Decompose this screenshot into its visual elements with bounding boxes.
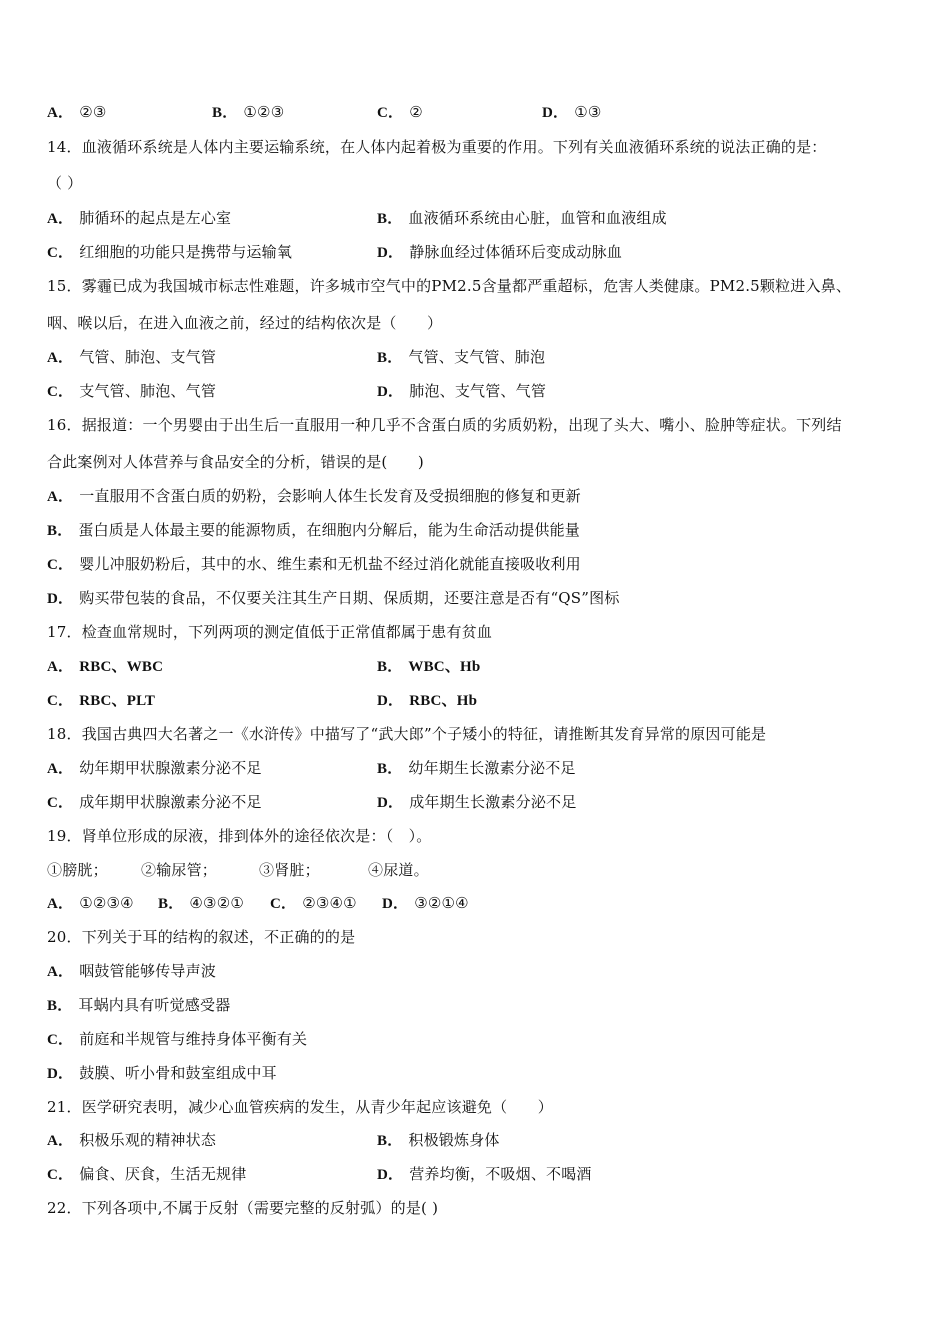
- question-number: 18．: [47, 725, 82, 743]
- q19-option-b: [158, 893, 244, 914]
- q18-option-a: [47, 758, 262, 779]
- q20-option-c: [47, 1029, 307, 1050]
- q19-item-2: ②输尿管；: [141, 861, 218, 879]
- option-label: C．: [47, 384, 74, 400]
- option-text: 红细胞的功能只是携带与运输氧: [79, 243, 293, 261]
- option-text: 偏食、厌食，生活无规律: [79, 1165, 247, 1183]
- option-text: ②③: [79, 103, 107, 121]
- option-label: B．: [377, 1133, 403, 1149]
- option-text: RBC、WBC: [79, 659, 164, 675]
- question-stem: 下列各项中,不属于反射（需要完整的反射弧）的是( ): [81, 1199, 439, 1217]
- q14-option-d: [377, 242, 622, 263]
- q17-option-a: [47, 656, 163, 677]
- option-label: D．: [377, 795, 404, 811]
- option-text: 耳蜗内具有听觉感受器: [78, 996, 231, 1014]
- question-number: 15．: [47, 277, 82, 295]
- q18-option-d: [377, 792, 576, 813]
- option-label: A．: [47, 211, 74, 227]
- option-label: C．: [47, 1032, 74, 1048]
- q17-stem: [47, 622, 492, 642]
- option-label: C．: [47, 557, 74, 573]
- option-label: D．: [377, 384, 404, 400]
- q21-option-b: [377, 1130, 500, 1151]
- option-label: A．: [47, 964, 74, 980]
- q13-option-a: [47, 102, 107, 123]
- q21-option-a: [47, 1130, 216, 1151]
- q21-stem: [47, 1097, 553, 1117]
- option-text: 肺循环的起点是左心室: [79, 209, 232, 227]
- q14-option-c: [47, 242, 292, 263]
- q15-stem-line-1: [47, 276, 851, 296]
- q18-option-c: [47, 792, 262, 813]
- q16-stem-line-2: [47, 452, 424, 472]
- question-number: 21．: [47, 1098, 82, 1116]
- option-label: B．: [212, 105, 238, 121]
- option-text: RBC、Hb: [409, 693, 478, 709]
- option-text: 支气管、肺泡、气管: [79, 382, 217, 400]
- question-stem: 据报道：一个男婴由于出生后一直服用一种几乎不含蛋白质的劣质奶粉，出现了头大、嘴小、脸肿等症状。下列结: [81, 416, 842, 434]
- q13-option-b: [212, 102, 284, 123]
- q19-option-d: [382, 893, 469, 914]
- option-text: 血液循环系统由心脏，血管和血液组成: [408, 209, 667, 227]
- q20-option-b: [47, 995, 230, 1016]
- option-text: 肺泡、支气管、气管: [409, 382, 547, 400]
- option-text: ②: [409, 103, 423, 121]
- option-label: D．: [377, 693, 404, 709]
- q17-option-c: [47, 690, 155, 711]
- option-label: A．: [47, 105, 74, 121]
- q19-item-4: ④尿道。: [368, 861, 429, 879]
- option-label: B．: [377, 761, 403, 777]
- option-label: D．: [47, 591, 74, 607]
- question-stem: 医学研究表明，减少心血管疾病的发生，从青少年起应该避免（ ）: [81, 1098, 553, 1116]
- option-label: D．: [377, 245, 404, 261]
- q19-option-c: [270, 893, 357, 914]
- option-text: 购买带包装的食品，不仅要关注其生产日期、保质期，还要注意是否有“QS”图标: [79, 589, 620, 607]
- option-text: WBC、Hb: [408, 659, 481, 675]
- q21-option-c: [47, 1164, 246, 1185]
- q20-option-d: [47, 1063, 277, 1084]
- question-stem: 下列关于耳的结构的叙述，不正确的的是: [81, 928, 356, 946]
- question-number: 16．: [47, 416, 82, 434]
- question-stem: 咽、喉以后，在进入血液之前，经过的结构依次是（ ）: [47, 314, 443, 332]
- q19-option-a: [47, 893, 134, 914]
- q15-option-c: [47, 381, 216, 402]
- option-text: 一直服用不含蛋白质的奶粉，会影响人体生长发育及受损细胞的修复和更新: [79, 487, 581, 505]
- option-label: A．: [47, 489, 74, 505]
- q16-stem-line-1: [47, 415, 842, 435]
- option-label: A．: [47, 1133, 74, 1149]
- option-text: 前庭和半规管与维持身体平衡有关: [79, 1030, 308, 1048]
- option-label: B．: [377, 211, 403, 227]
- q17-option-d: [377, 690, 477, 711]
- q15-option-b: [377, 347, 545, 368]
- option-text: 静脉血经过体循环后变成动脉血: [409, 243, 623, 261]
- option-label: C．: [47, 795, 74, 811]
- option-text: RBC、PLT: [79, 693, 156, 709]
- option-text: 鼓膜、听小骨和鼓室组成中耳: [79, 1064, 277, 1082]
- q16-option-a: [47, 486, 581, 507]
- question-number: 22．: [47, 1199, 82, 1217]
- q16-option-d: [47, 588, 620, 609]
- q16-option-c: [47, 554, 581, 575]
- q14-stem-line-1: [47, 137, 827, 157]
- q15-stem-line-2: [47, 313, 442, 333]
- option-label: A．: [47, 896, 74, 912]
- q15-option-d: [377, 381, 546, 402]
- option-text: 积极乐观的精神状态: [79, 1131, 217, 1149]
- q22-stem: [47, 1198, 438, 1218]
- option-text: ④③②①: [189, 894, 244, 912]
- q13-option-c: [377, 102, 423, 123]
- question-stem: 检查血常规时，下列两项的测定值低于正常值都属于患有贫血: [81, 623, 493, 641]
- option-label: C．: [377, 105, 404, 121]
- question-number: 14．: [47, 138, 82, 156]
- option-label: B．: [47, 998, 73, 1014]
- q15-option-a: [47, 347, 216, 368]
- option-text: 营养均衡，不吸烟、不喝酒: [409, 1165, 592, 1183]
- q18-stem: [47, 724, 766, 744]
- option-text: ①②③④: [79, 894, 134, 912]
- question-stem: 我国古典四大名著之一《水浒传》中描写了“武大郎”个子矮小的特征，请推断其发育异常的原因可能是: [81, 725, 767, 743]
- option-text: 积极锻炼身体: [408, 1131, 500, 1149]
- option-label: C．: [47, 693, 74, 709]
- option-text: 成年期甲状腺激素分泌不足: [79, 793, 262, 811]
- option-text: 咽鼓管能够传导声波: [79, 962, 217, 980]
- question-stem: 肾单位形成的尿液，排到体外的途径依次是：（ ）。: [81, 827, 432, 845]
- option-label: B．: [377, 659, 403, 675]
- question-stem: 血液循环系统是人体内主要运输系统，在人体内起着极为重要的作用。下列有关血液循环系统的说法正确的是：: [81, 138, 827, 156]
- q19-stem: [47, 826, 432, 846]
- q17-option-b: [377, 656, 480, 677]
- question-stem: 合此案例对人体营养与食品安全的分析，错误的是( ): [47, 453, 424, 471]
- q14-option-b: [377, 208, 667, 229]
- option-label: D．: [377, 1167, 404, 1183]
- option-text: ①③: [574, 103, 602, 121]
- option-label: B．: [377, 350, 403, 366]
- option-text: 蛋白质是人体最主要的能源物质，在细胞内分解后，能为生命活动提供能量: [78, 521, 581, 539]
- q21-option-d: [377, 1164, 592, 1185]
- q19-item-3: ③肾脏；: [259, 861, 320, 879]
- option-text: 气管、支气管、肺泡: [408, 348, 546, 366]
- option-text: 幼年期生长激素分泌不足: [408, 759, 576, 777]
- option-label: D．: [382, 896, 409, 912]
- option-label: B．: [158, 896, 184, 912]
- option-label: B．: [47, 523, 73, 539]
- q14-stem-line-2: [47, 173, 82, 193]
- question-number: 19．: [47, 827, 82, 845]
- answer-bracket: （ ）: [47, 174, 83, 192]
- q14-option-a: [47, 208, 231, 229]
- option-text: 成年期生长激素分泌不足: [409, 793, 577, 811]
- option-label: A．: [47, 350, 74, 366]
- option-label: D．: [542, 105, 569, 121]
- q20-stem: [47, 927, 355, 947]
- option-text: ①②③: [243, 103, 285, 121]
- q16-option-b: [47, 520, 580, 541]
- q13-option-d: [542, 102, 602, 123]
- option-text: ③②①④: [414, 894, 469, 912]
- option-text: ②③④①: [302, 894, 357, 912]
- option-text: 气管、肺泡、支气管: [79, 348, 217, 366]
- option-label: A．: [47, 761, 74, 777]
- option-text: 婴儿冲服奶粉后，其中的水、维生素和无机盐不经过消化就能直接吸收利用: [79, 555, 581, 573]
- option-text: 幼年期甲状腺激素分泌不足: [79, 759, 262, 777]
- q18-option-b: [377, 758, 576, 779]
- q19-item-1: ①膀胱；: [47, 861, 108, 879]
- question-number: 17．: [47, 623, 82, 641]
- option-label: A．: [47, 659, 74, 675]
- question-stem: 雾霾已成为我国城市标志性难题，许多城市空气中的PM2.5含量都严重超标，危害人类健康。PM2.5颗粒进入鼻、: [81, 277, 852, 295]
- option-label: C．: [47, 1167, 74, 1183]
- question-number: 20．: [47, 928, 82, 946]
- option-label: D．: [47, 1066, 74, 1082]
- option-label: C．: [47, 245, 74, 261]
- q20-option-a: [47, 961, 216, 982]
- option-label: C．: [270, 896, 297, 912]
